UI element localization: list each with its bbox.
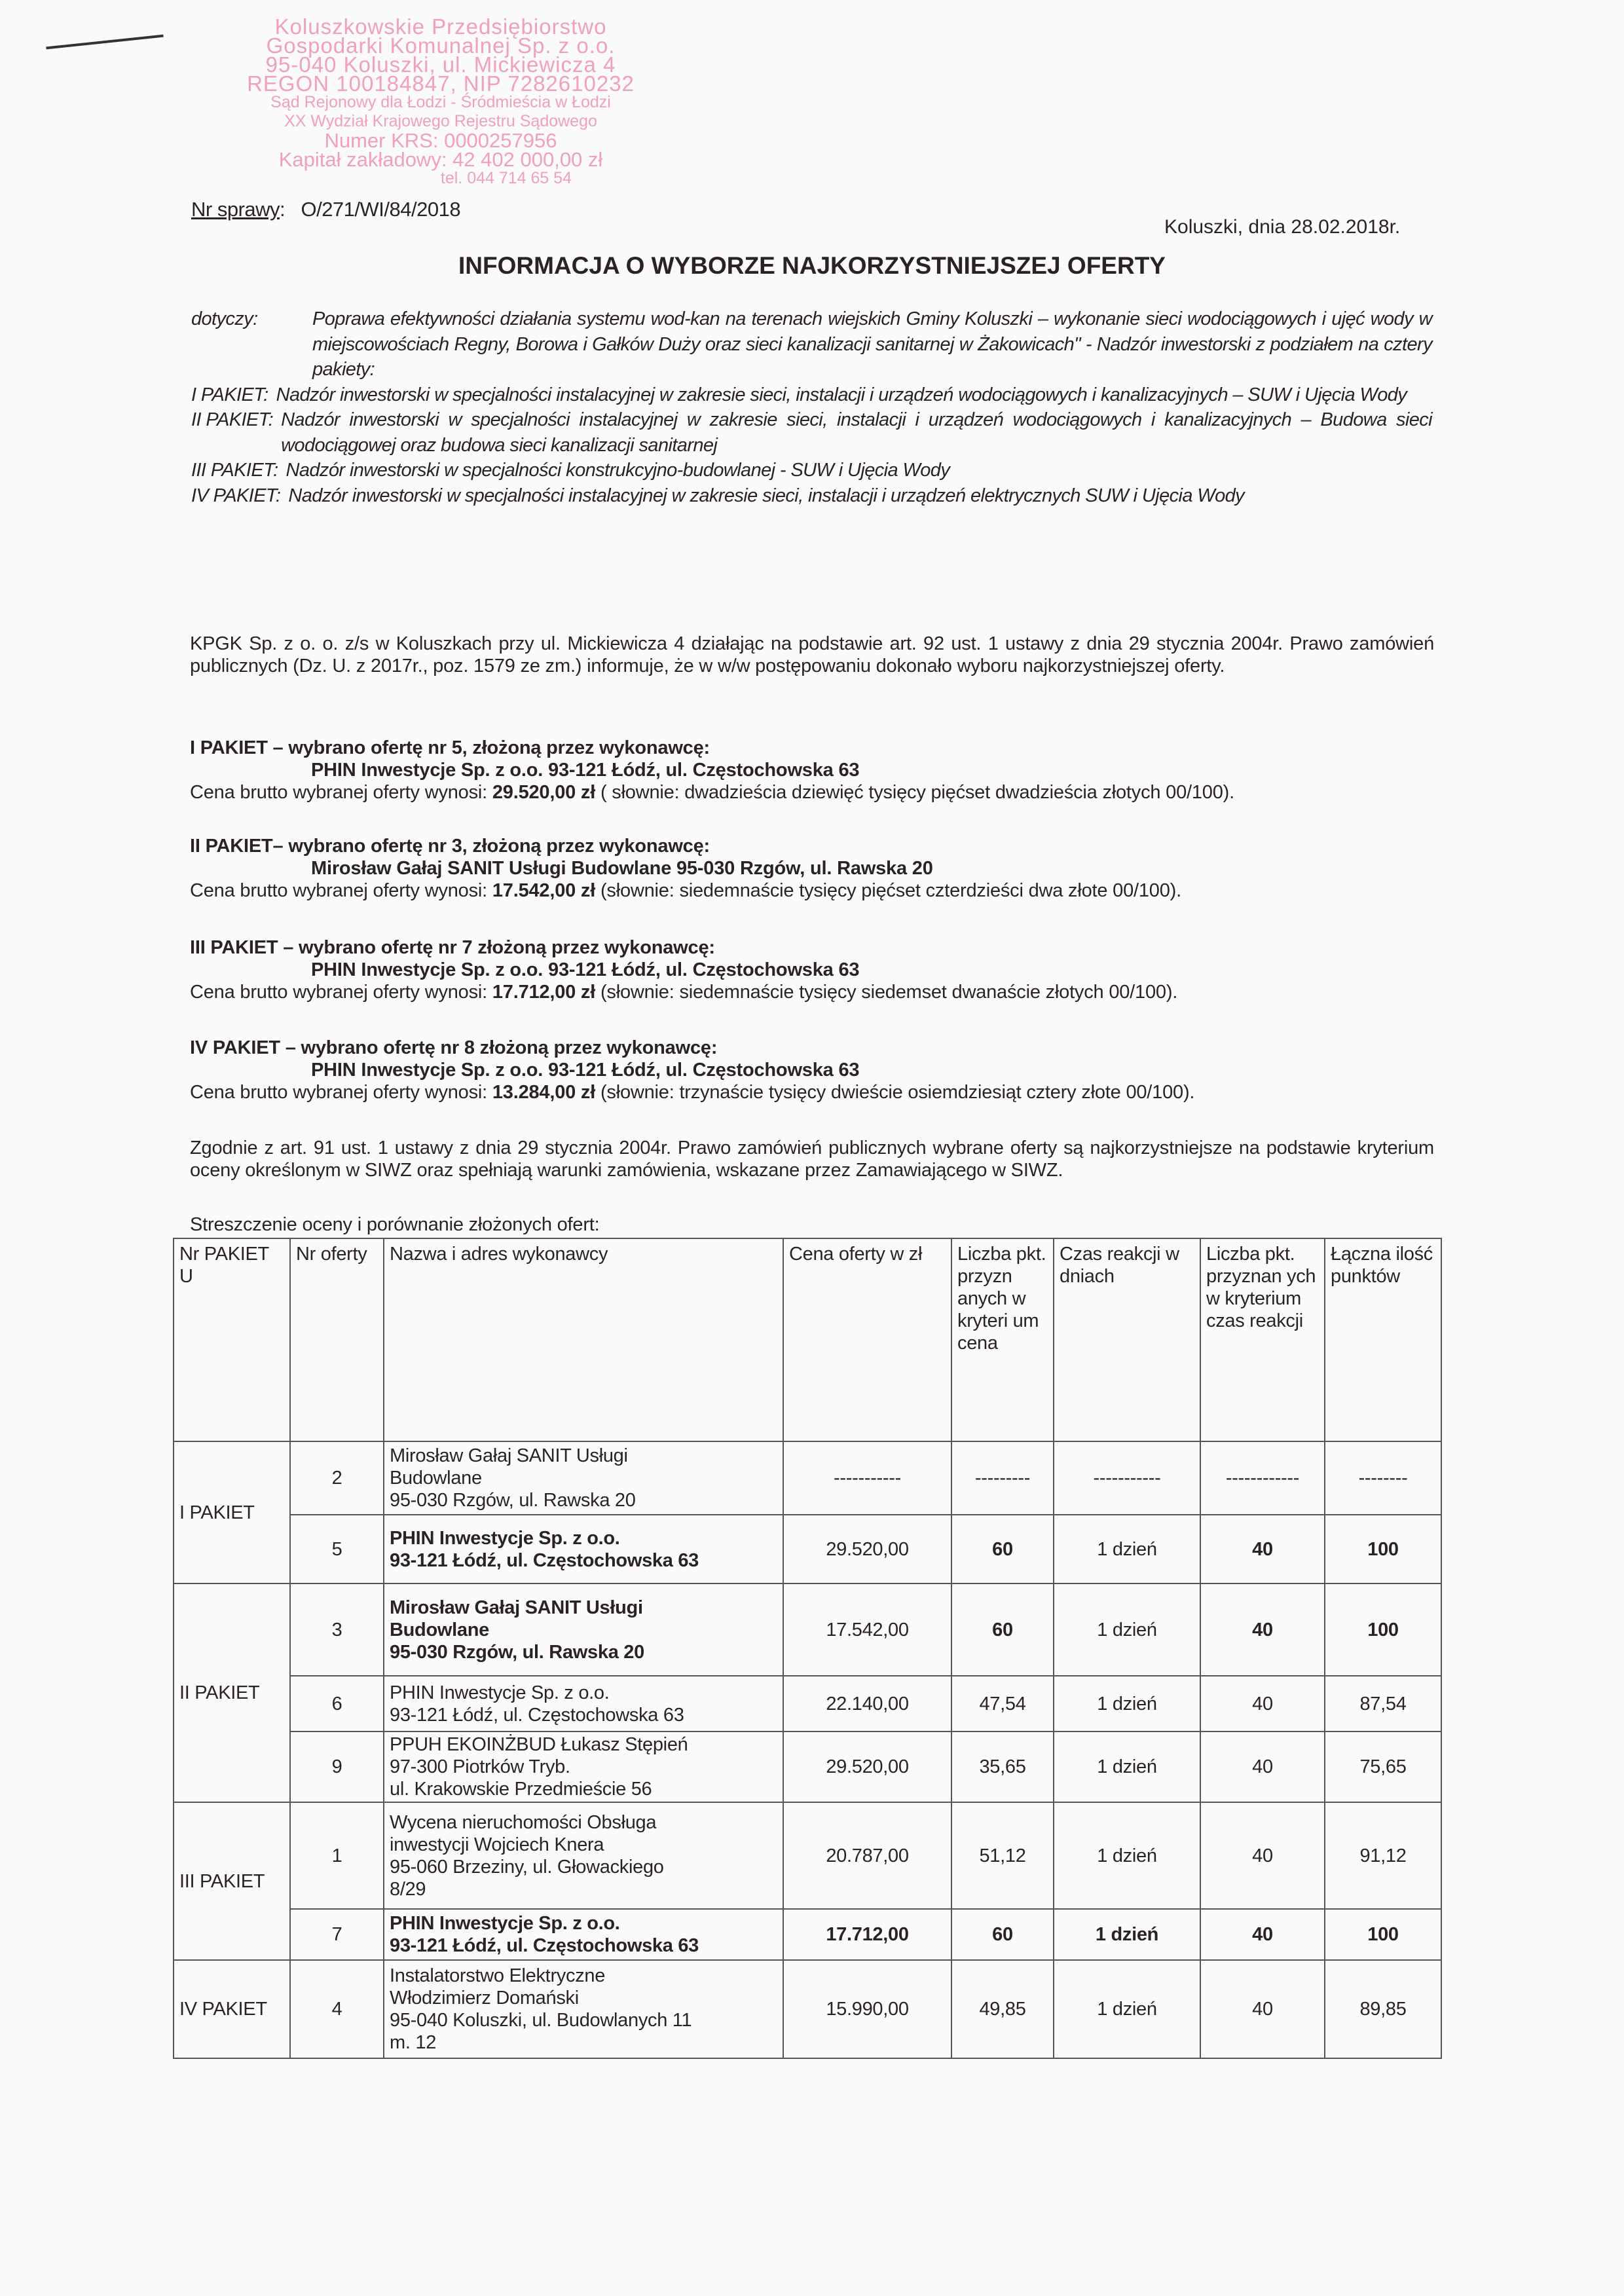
company-stamp <box>205 14 676 188</box>
result-pakiet-4 <box>190 1037 1434 1103</box>
contractor-line: Instalatorstwo Elektryczne <box>390 1965 606 1986</box>
column-header: Nr PAKIET U <box>174 1238 290 1441</box>
subject-row <box>191 306 1432 382</box>
document-title: INFORMACJA O WYBORZE NAJKORZYSTNIEJSZEJ OFERTY <box>458 252 1166 279</box>
pen-mark <box>46 35 163 50</box>
offer-number: 6 <box>290 1676 384 1731</box>
subject-label: II PAKIET: <box>191 409 274 430</box>
table-row <box>174 1909 1441 1960</box>
price-words: (słownie: siedemnaście tysięcy siedemset dwanaście złotych 00/100). <box>600 982 1178 1003</box>
offer-number: 2 <box>290 1441 384 1515</box>
time-points: 40 <box>1200 1731 1325 1802</box>
price-points: 49,85 <box>951 1960 1054 2058</box>
case-label: Nr sprawy <box>191 198 280 221</box>
contractor-line: 93-121 Łódź, ul. Częstochowska 63 <box>390 1704 684 1726</box>
stamp-line: Sąd Rejonowy dla Łodzi - Śródmieścia w Łodzi <box>270 93 611 111</box>
offer-price: 15.990,00 <box>783 1960 951 2058</box>
price-label: Cena brutto wybranej oferty wynosi: <box>190 782 487 803</box>
price-value: 29.520,00 zł <box>492 782 596 803</box>
contractor-line: Wycena nieruchomości Obsługa <box>390 1811 657 1833</box>
contractor-line: ul. Krakowskie Przedmieście 56 <box>390 1779 652 1800</box>
price-points: 51,12 <box>951 1802 1054 1909</box>
contractor-name <box>384 1441 783 1515</box>
table-row <box>174 1515 1441 1583</box>
offer-number: 4 <box>290 1960 384 2058</box>
offer-price: 29.520,00 <box>783 1515 951 1583</box>
price-points: 35,65 <box>951 1731 1054 1802</box>
contractor-name <box>384 1515 783 1583</box>
price-value: 17.712,00 zł <box>492 982 596 1003</box>
contractor-line: PHIN Inwestycje Sp. z o.o. <box>390 1682 610 1703</box>
total-points: 100 <box>1325 1909 1441 1960</box>
result-winner: PHIN Inwestycje Sp. z o.o. 93-121 Łódź, ul. Częstochowska 63 <box>311 959 860 980</box>
offer-price: 17.542,00 <box>783 1583 951 1676</box>
total-points: 75,65 <box>1325 1731 1441 1802</box>
result-pakiet-3 <box>190 936 1434 1003</box>
offers-table <box>173 1238 1442 2059</box>
price-label: Cena brutto wybranej oferty wynosi: <box>190 982 487 1003</box>
price-words: (słownie: trzynaście tysięcy dwieście osiemdziesiąt cztery złote 00/100). <box>600 1082 1195 1103</box>
result-winner: PHIN Inwestycje Sp. z o.o. 93-121 Łódź, ul. Częstochowska 63 <box>311 1060 860 1081</box>
subject-text: Nadzór inwestorski w specjalności instalacyjnej w zakresie sieci, instalacji i urządzeń elektrycznych SUW i Ujęcia Wody <box>288 485 1245 506</box>
contractor-line: Budowlane <box>390 1619 489 1640</box>
subject-row <box>191 382 1432 408</box>
pakiet-cell: II PAKIET <box>174 1583 290 1802</box>
contractor-name <box>384 1583 783 1676</box>
pakiet-cell: IV PAKIET <box>174 1960 290 2058</box>
subject-row <box>191 483 1432 509</box>
contractor-line: 93-121 Łódź, ul. Częstochowska 63 <box>390 1935 699 1956</box>
result-heading: II PAKIET– wybrano ofertę nr 3, złożoną przez wykonawcę: <box>190 836 710 857</box>
price-points: --------- <box>951 1441 1054 1515</box>
stamp-line: Numer KRS: 0000257956 <box>324 129 557 152</box>
column-header: Cena oferty w zł <box>783 1238 951 1441</box>
contractor-line: Mirosław Gałaj SANIT Usługi <box>390 1445 628 1466</box>
contractor-line: 8/29 <box>390 1878 426 1900</box>
reaction-time: 1 dzień <box>1054 1515 1200 1583</box>
offer-number: 5 <box>290 1515 384 1583</box>
pakiet-cell: I PAKIET <box>174 1441 290 1583</box>
subject-text: Nadzór inwestorski w specjalności konstrukcyjno-budowlanej - SUW i Ujęcia Wody <box>286 460 950 481</box>
contractor-line: Włodzimierz Domański <box>390 1988 579 2009</box>
price-value: 13.284,00 zł <box>492 1082 596 1103</box>
total-points: 100 <box>1325 1583 1441 1676</box>
column-header: Liczba pkt. przyznan ych w kryterium czas reakcji <box>1200 1238 1325 1441</box>
time-points: 40 <box>1200 1515 1325 1583</box>
contractor-line: inwestycji Wojciech Knera <box>390 1834 604 1855</box>
price-label: Cena brutto wybranej oferty wynosi: <box>190 880 487 901</box>
conclusion-paragraph: Zgodnie z art. 91 ust. 1 ustawy z dnia 29 stycznia 2004r. Prawo zamówień publicznych wybrane oferty są najkorzystniejsze na podstawie kryterium oceny określonym w SIWZ oraz spełniają warunki zamówienia, wskazane przez Zamawiającego w SIWZ. <box>190 1138 1434 1181</box>
result-heading: III PAKIET – wybrano ofertę nr 7 złożoną przez wykonawcę: <box>190 937 715 958</box>
contractor-name <box>384 1731 783 1802</box>
reaction-time: 1 dzień <box>1054 1583 1200 1676</box>
stamp-line: XX Wydział Krajowego Rejestru Sądowego <box>284 112 597 130</box>
result-winner: PHIN Inwestycje Sp. z o.o. 93-121 Łódź, ul. Częstochowska 63 <box>311 760 860 781</box>
result-price-line <box>190 1081 1434 1103</box>
reaction-time: 1 dzień <box>1054 1676 1200 1731</box>
price-points: 60 <box>951 1583 1054 1676</box>
contractor-line: PHIN Inwestycje Sp. z o.o. <box>390 1527 620 1549</box>
reaction-time: 1 dzień <box>1054 1802 1200 1909</box>
time-points: 40 <box>1200 1960 1325 2058</box>
reaction-time: 1 dzień <box>1054 1731 1200 1802</box>
table-row <box>174 1441 1441 1515</box>
result-price-line <box>190 981 1434 1003</box>
place-date: Koluszki, dnia 28.02.2018r. <box>1164 216 1401 238</box>
column-header: Nazwa i adres wykonawcy <box>384 1238 783 1441</box>
stamp-line: 95-040 Koluszki, ul. Mickiewicza 4 <box>265 52 616 77</box>
stamp-line: REGON 100184847, NIP 7282610232 <box>247 71 635 96</box>
contractor-line: 95-040 Koluszki, ul. Budowlanych 11 <box>390 2010 692 2031</box>
time-points: 40 <box>1200 1583 1325 1676</box>
contractor-line: PPUH EKOINŻBUD Łukasz Stępień <box>390 1734 688 1755</box>
reaction-time: ----------- <box>1054 1441 1200 1515</box>
total-points: 87,54 <box>1325 1676 1441 1731</box>
price-value: 17.542,00 zł <box>492 880 596 901</box>
contractor-name <box>384 1960 783 2058</box>
intro-paragraph: KPGK Sp. z o. o. z/s w Koluszkach przy ul. Mickiewicza 4 działając na podstawie art. 92 ust. 1 ustawy z dnia 29 stycznia 2004r. Prawo zamówień publicznych (Dz. U. z 2017r., poz. 1579 ze zm.) informuje, że w w/w postępowaniu dokonało wyboru najkorzystniejszej oferty. <box>190 633 1434 676</box>
column-header: Czas reakcji w dniach <box>1054 1238 1200 1441</box>
stamp-line: Gospodarki Komunalnej Sp. z o.o. <box>266 33 616 58</box>
column-header: Liczba pkt. przyzn anych w kryteri um cena <box>951 1238 1054 1441</box>
result-price-line <box>190 880 1434 902</box>
result-winner: Mirosław Gałaj SANIT Usługi Budowlane 95-030 Rzgów, ul. Rawska 20 <box>311 858 933 879</box>
subject-text: Poprawa efektywności działania systemu wod-kan na terenach wiejskich Gminy Koluszki – wykonanie sieci wodociągowych i ujęć wody w miejscowościach Regny, Borowa i Gałków Duży oraz sieci kanalizacji sanitarnej w Żakowicach" - Nadzór inwestorski z podziałem na cztery pakiety: <box>312 308 1432 380</box>
case-number-value: O/271/WI/84/2018 <box>301 198 461 221</box>
contractor-line: Budowlane <box>390 1468 482 1489</box>
result-pakiet-1 <box>190 737 1434 804</box>
contractor-line: 95-060 Brzeziny, ul. Głowackiego <box>390 1856 664 1878</box>
price-words: (słownie: siedemnaście tysięcy pięćset czterdzieści dwa złote 00/100). <box>600 880 1181 901</box>
contractor-line: 93-121 Łódź, ul. Częstochowska 63 <box>390 1549 699 1571</box>
total-points: 91,12 <box>1325 1802 1441 1909</box>
subject-label: III PAKIET: <box>191 460 278 481</box>
subject-label: dotyczy: <box>191 308 258 329</box>
subject-section <box>191 306 1432 508</box>
result-heading: I PAKIET – wybrano ofertę nr 5, złożoną przez wykonawcę: <box>190 737 710 758</box>
total-points: 100 <box>1325 1515 1441 1583</box>
offer-price: 22.140,00 <box>783 1676 951 1731</box>
reaction-time: 1 dzień <box>1054 1960 1200 2058</box>
time-points: ------------ <box>1200 1441 1325 1515</box>
subject-row <box>191 458 1432 483</box>
stamp-line: Koluszkowskie Przedsiębiorstwo <box>274 14 607 39</box>
table-row <box>174 1731 1441 1802</box>
total-points: -------- <box>1325 1441 1441 1515</box>
offer-price: 17.712,00 <box>783 1909 951 1960</box>
price-label: Cena brutto wybranej oferty wynosi: <box>190 1082 487 1103</box>
contractor-line: Mirosław Gałaj SANIT Usługi <box>390 1597 643 1618</box>
table-caption: Streszczenie oceny i porównanie złożonych ofert: <box>190 1214 600 1235</box>
offer-price: 20.787,00 <box>783 1802 951 1909</box>
contractor-line: PHIN Inwestycje Sp. z o.o. <box>390 1913 620 1934</box>
reaction-time: 1 dzień <box>1054 1909 1200 1960</box>
offer-number: 3 <box>290 1583 384 1676</box>
result-heading: IV PAKIET – wybrano ofertę nr 8 złożoną przez wykonawcę: <box>190 1037 718 1058</box>
offer-number: 1 <box>290 1802 384 1909</box>
subject-row <box>191 407 1432 458</box>
contractor-name <box>384 1676 783 1731</box>
price-words: ( słownie: dwadzieścia dziewięć tysięcy pięćset dwadzieścia złotych 00/100). <box>600 782 1234 803</box>
price-points: 60 <box>951 1515 1054 1583</box>
pakiet-cell: III PAKIET <box>174 1802 290 1960</box>
stamp-line: Kapitał zakładowy: 42 402 000,00 zł <box>278 148 603 171</box>
contractor-name <box>384 1802 783 1909</box>
subject-text: Nadzór inwestorski w specjalności instalacyjnej w zakresie sieci, instalacji i urządzeń wodociągowych i kanalizacyjnych – SUW i Ujęcia Wody <box>276 384 1407 405</box>
result-pakiet-2 <box>190 835 1434 902</box>
time-points: 40 <box>1200 1802 1325 1909</box>
subject-label: IV PAKIET: <box>191 485 281 506</box>
offer-number: 9 <box>290 1731 384 1802</box>
contractor-name <box>384 1909 783 1960</box>
subject-text: Nadzór inwestorski w specjalności instalacyjnej w zakresie sieci, instalacji i urządzeń wodociągowych i kanalizacyjnych – Budowa sieci wodociągowej oraz budowa sieci kanalizacji sanitarnej <box>281 409 1432 456</box>
contractor-line: m. 12 <box>390 2032 437 2053</box>
subject-label: I PAKIET: <box>191 384 268 405</box>
contractor-line: 95-030 Rzgów, ul. Rawska 20 <box>390 1641 644 1663</box>
contractor-line: 95-030 Rzgów, ul. Rawska 20 <box>390 1490 636 1511</box>
offer-price: 29.520,00 <box>783 1731 951 1802</box>
stamp-line: tel. 044 714 65 54 <box>440 169 572 187</box>
total-points: 89,85 <box>1325 1960 1441 2058</box>
offer-number: 7 <box>290 1909 384 1960</box>
table-row <box>174 1583 1441 1676</box>
table-row <box>174 1960 1441 2058</box>
result-price-line <box>190 781 1434 804</box>
table-row <box>174 1676 1441 1731</box>
price-points: 47,54 <box>951 1676 1054 1731</box>
contractor-line: 97-300 Piotrków Tryb. <box>390 1756 570 1777</box>
time-points: 40 <box>1200 1676 1325 1731</box>
price-points: 60 <box>951 1909 1054 1960</box>
column-header: Nr oferty <box>290 1238 384 1441</box>
time-points: 40 <box>1200 1909 1325 1960</box>
column-header: Łączna ilość punktów <box>1325 1238 1441 1441</box>
table-row <box>174 1802 1441 1909</box>
case-number: Nr sprawy: O/271/WI/84/2018 <box>191 198 461 221</box>
offer-price: ----------- <box>783 1441 951 1515</box>
